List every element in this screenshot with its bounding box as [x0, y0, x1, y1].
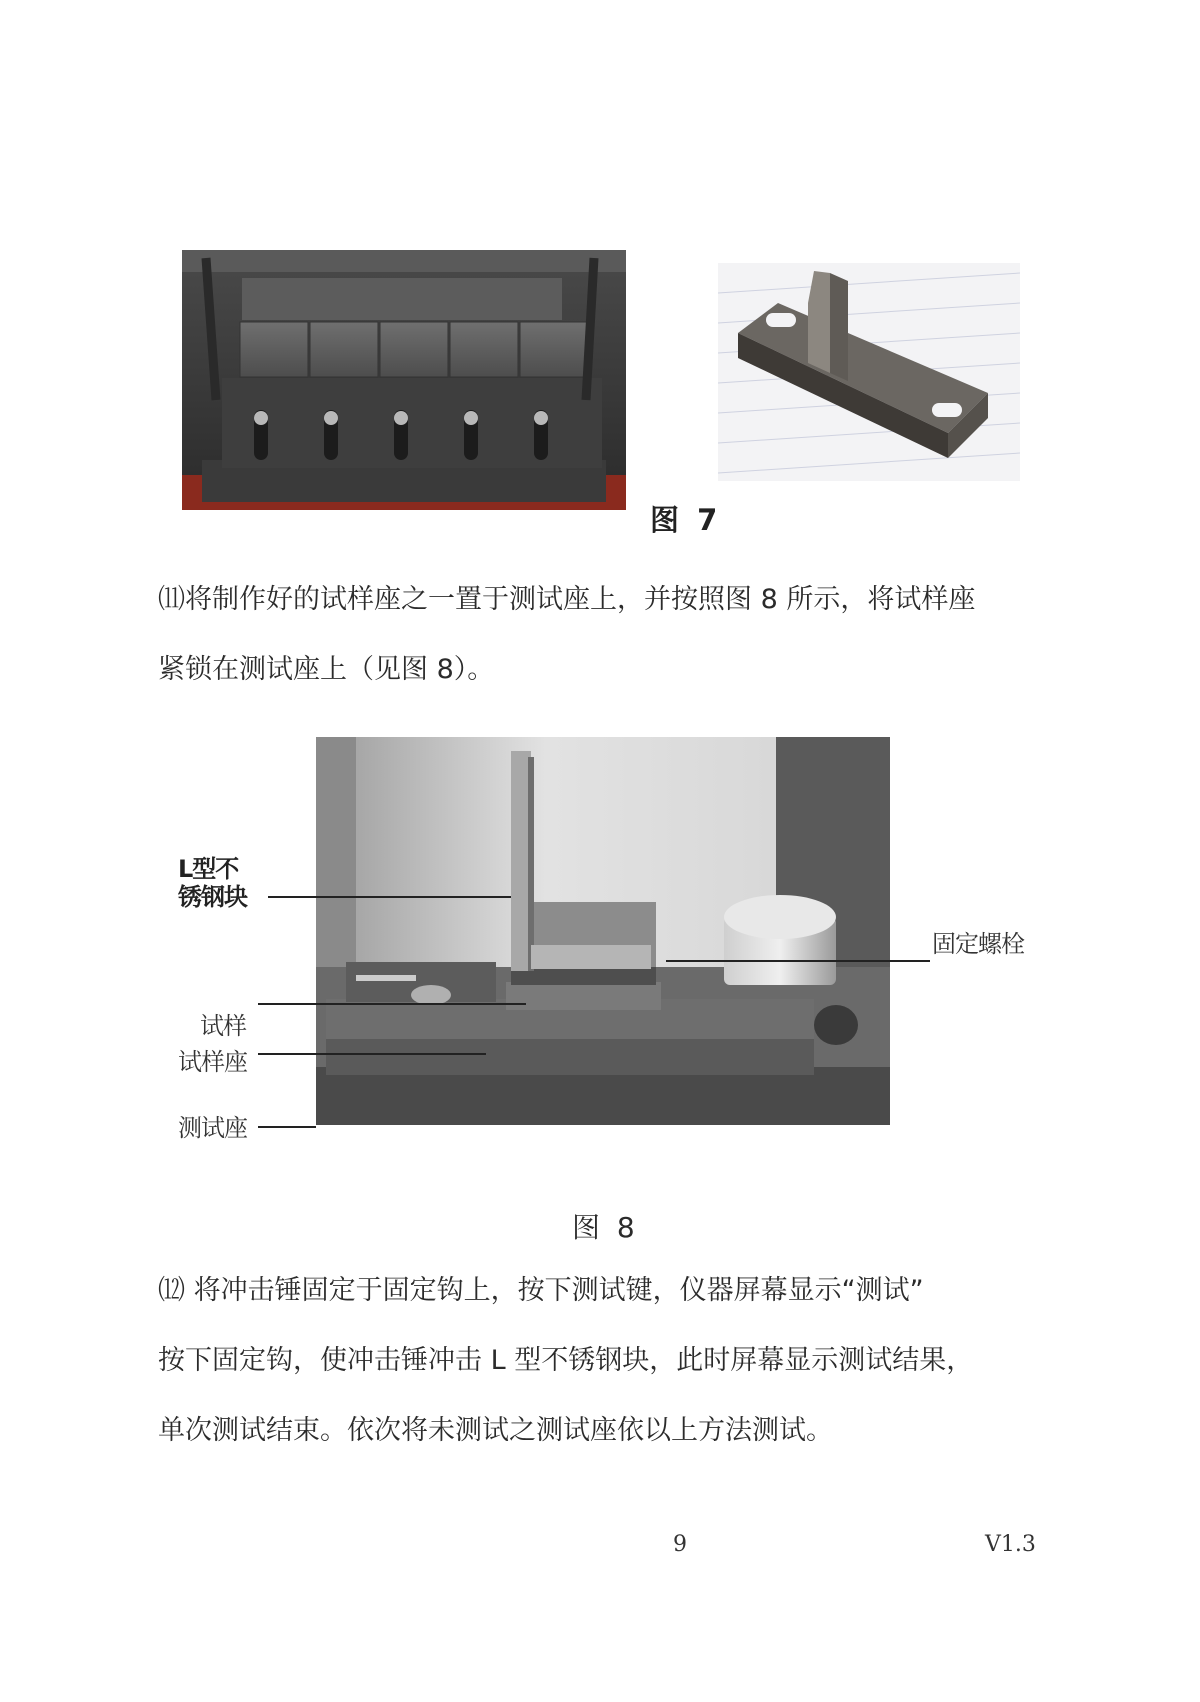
figure7-l-block-photo: [718, 263, 1020, 481]
figure7-caption: 图 7: [650, 503, 722, 537]
label-l-block-line2: 锈钢块: [178, 883, 247, 911]
label-l-block: [178, 855, 247, 911]
figure7-fixture-photo: [182, 250, 626, 510]
step12-paragraph: [158, 1256, 1058, 1466]
label-test-seat: 测试座: [178, 1114, 247, 1142]
label-fixing-bolt: 固定螺栓: [932, 930, 1024, 958]
step11-paragraph: [158, 565, 1058, 705]
step12-line2: 按下固定钩，使冲击锤冲击 L 型不锈钢块，此时屏幕显示测试结果，: [158, 1345, 974, 1376]
step12-line3: 单次测试结束。依次将未测试之测试座依以上方法测试。: [158, 1415, 833, 1446]
label-sample: 试样: [200, 1012, 246, 1040]
label-l-block-line1: L型不: [178, 855, 239, 883]
step11-line1: ⑾将制作好的试样座之一置于测试座上，并按照图 8 所示，将试样座: [158, 584, 976, 615]
label-sample-seat: 试样座: [178, 1048, 247, 1076]
version-label: V1.3: [985, 1532, 1036, 1557]
figure8-leader-lines: [240, 880, 1200, 1140]
page-number: 9: [673, 1532, 687, 1557]
step12-line1: ⑿ 将冲击锤固定于固定钩上，按下测试键，仪器屏幕显示“测试”: [158, 1275, 924, 1306]
figure8-caption: 图 8: [572, 1211, 639, 1244]
step11-line2: 紧锁在测试座上（见图 8）。: [158, 654, 495, 685]
